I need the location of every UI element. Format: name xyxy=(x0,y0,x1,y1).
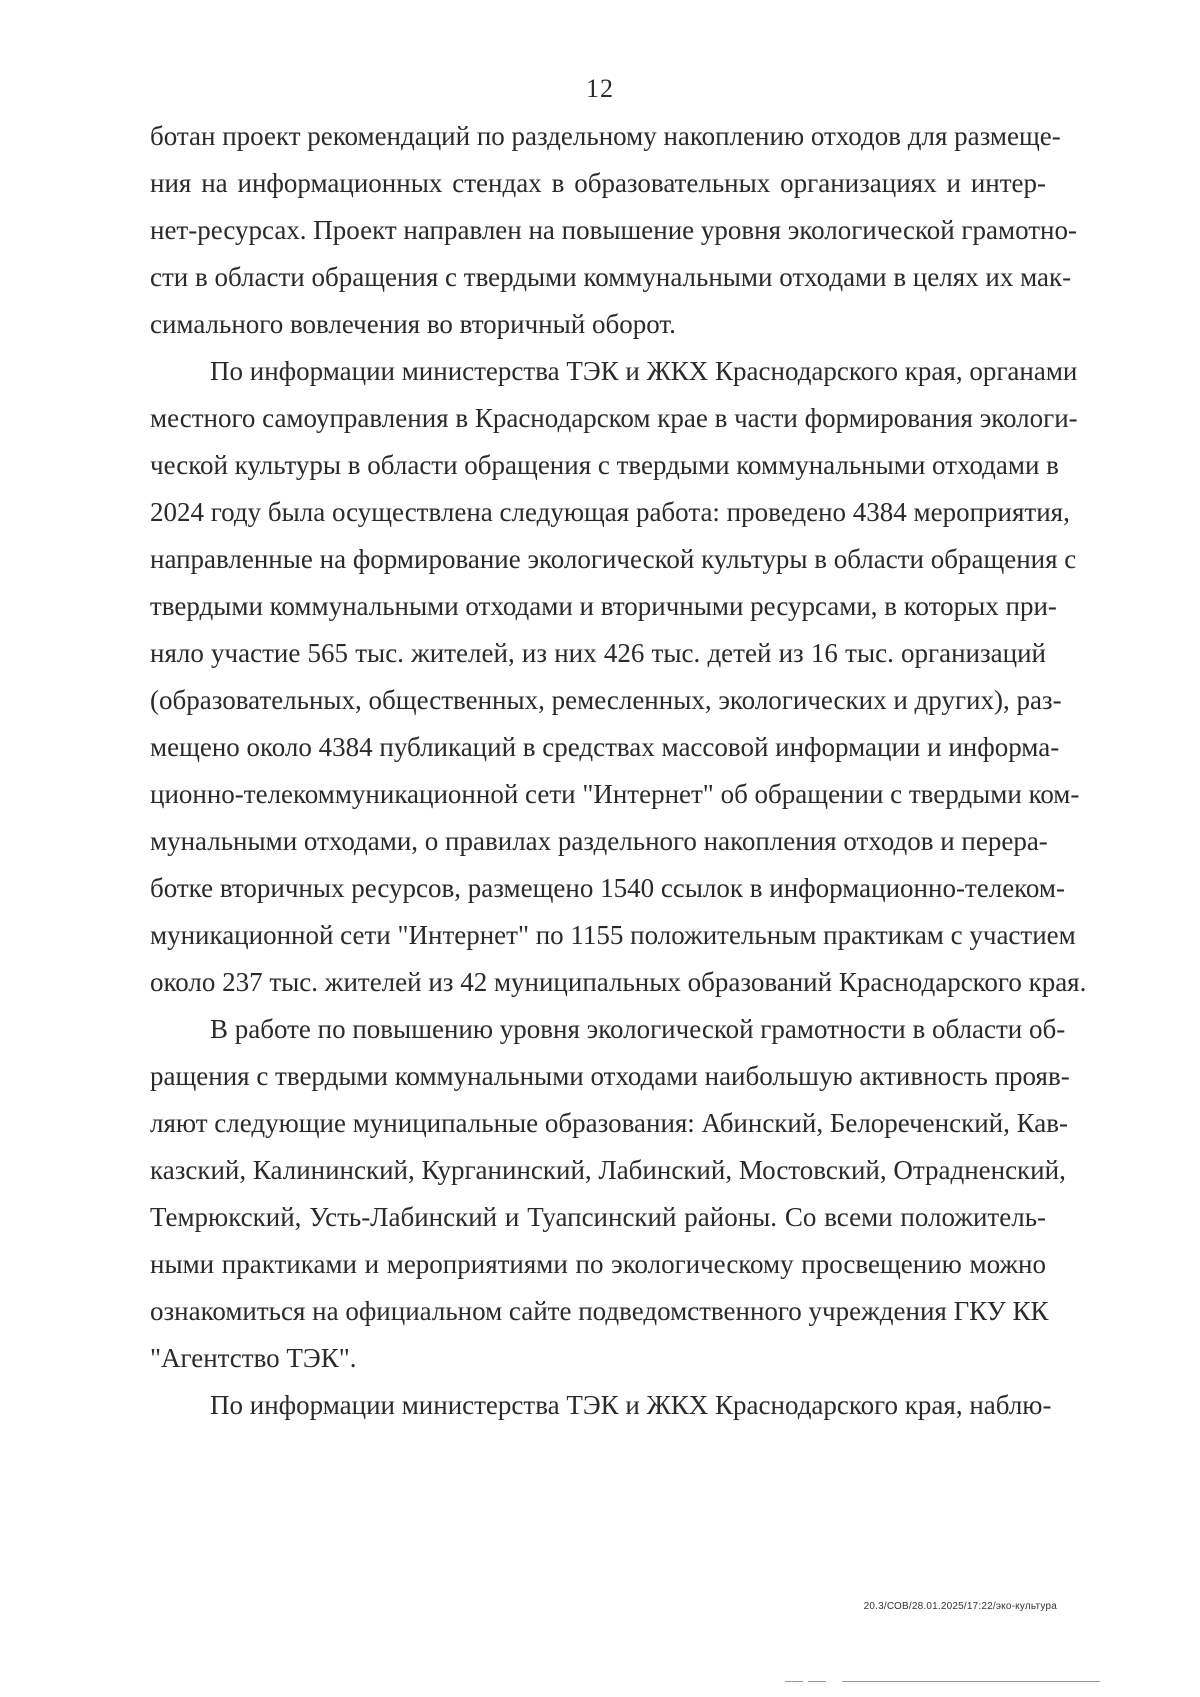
text-line: "Агентство ТЭК". xyxy=(150,1343,357,1373)
text-line: Темрюкский, Усть-Лабинский и Туапсинский районы. Со всеми положитель- xyxy=(150,1202,1046,1232)
text-line: направленные на формирование экологической культуры в области обращения с xyxy=(150,544,1077,574)
text-line: твердыми коммунальными отходами и вторичными ресурсами, в которых при- xyxy=(150,591,1057,621)
text-line: муникационной сети "Интернет" по 1155 положительным практикам с участием xyxy=(150,920,1076,950)
text-line: ботан проект рекомендаций по раздельному накоплению отходов для размеще- xyxy=(150,121,1061,151)
text-line: казский, Калининский, Курганинский, Лабинский, Мостовский, Отрадненский, xyxy=(150,1155,1066,1185)
text-line: В работе по повышению уровня экологической грамотности в области об- xyxy=(210,1014,1066,1044)
text-line: няло участие 565 тыс. жителей, из них 426 тыс. детей из 16 тыс. организаций xyxy=(150,638,1046,668)
text-line: ознакомиться на официальном сайте подведомственного учреждения ГКУ КК xyxy=(150,1296,1049,1326)
text-line: (образовательных, общественных, ремесленных, экологических и других), раз- xyxy=(150,685,1062,715)
text-line: ными практиками и мероприятиями по экологическому просвещению можно xyxy=(150,1249,1046,1279)
text-line: ческой культуры в области обращения с твердыми коммунальными отходами в xyxy=(150,450,1059,480)
text-line: сти в области обращения с твердыми коммунальными отходами в целях их мак- xyxy=(150,262,1072,292)
text-line: ния на информационных стендах в образовательных организациях и интер- xyxy=(150,168,1046,198)
text-line: ционно-телекоммуникационной сети "Интернет" об обращении с твердыми ком- xyxy=(150,779,1080,809)
text-line: По информации министерства ТЭК и ЖКХ Краснодарского края, наблю- xyxy=(210,1390,1052,1420)
scan-edge-mark xyxy=(808,1681,826,1682)
scan-edge-mark xyxy=(842,1681,1100,1682)
text-line: симального вовлечения во вторичный оборот. xyxy=(150,309,676,339)
text-line: нет-ресурсах. Проект направлен на повышение уровня экологической грамотно- xyxy=(150,215,1077,245)
text-line: мещено около 4384 публикаций в средствах массовой информации и информа- xyxy=(150,732,1060,762)
scan-edge-mark xyxy=(785,1681,803,1682)
document-registration-code: 20.3/СОВ/28.01.2025/17:22/эко-культура xyxy=(863,1601,1057,1612)
text-line: местного самоуправления в Краснодарском крае в части формирования экологи- xyxy=(150,403,1078,433)
text-line: ращения с твердыми коммунальными отходами наибольшую активность прояв- xyxy=(150,1061,1070,1091)
text-line: 2024 году была осуществлена следующая работа: проведено 4384 мероприятия, xyxy=(150,497,1070,527)
text-line: По информации министерства ТЭК и ЖКХ Краснодарского края, органами xyxy=(210,356,1078,386)
page-number: 12 xyxy=(586,74,614,103)
text-line: около 237 тыс. жителей из 42 муниципальных образований Краснодарского края. xyxy=(150,967,1087,997)
text-line: мунальными отходами, о правилах раздельного накопления отходов и перера- xyxy=(150,826,1048,856)
text-line: ботке вторичных ресурсов, размещено 1540 ссылок в информационно-телеком- xyxy=(150,873,1065,903)
text-line: ляют следующие муниципальные образования: Абинский, Белореченский, Кав- xyxy=(150,1108,1068,1138)
